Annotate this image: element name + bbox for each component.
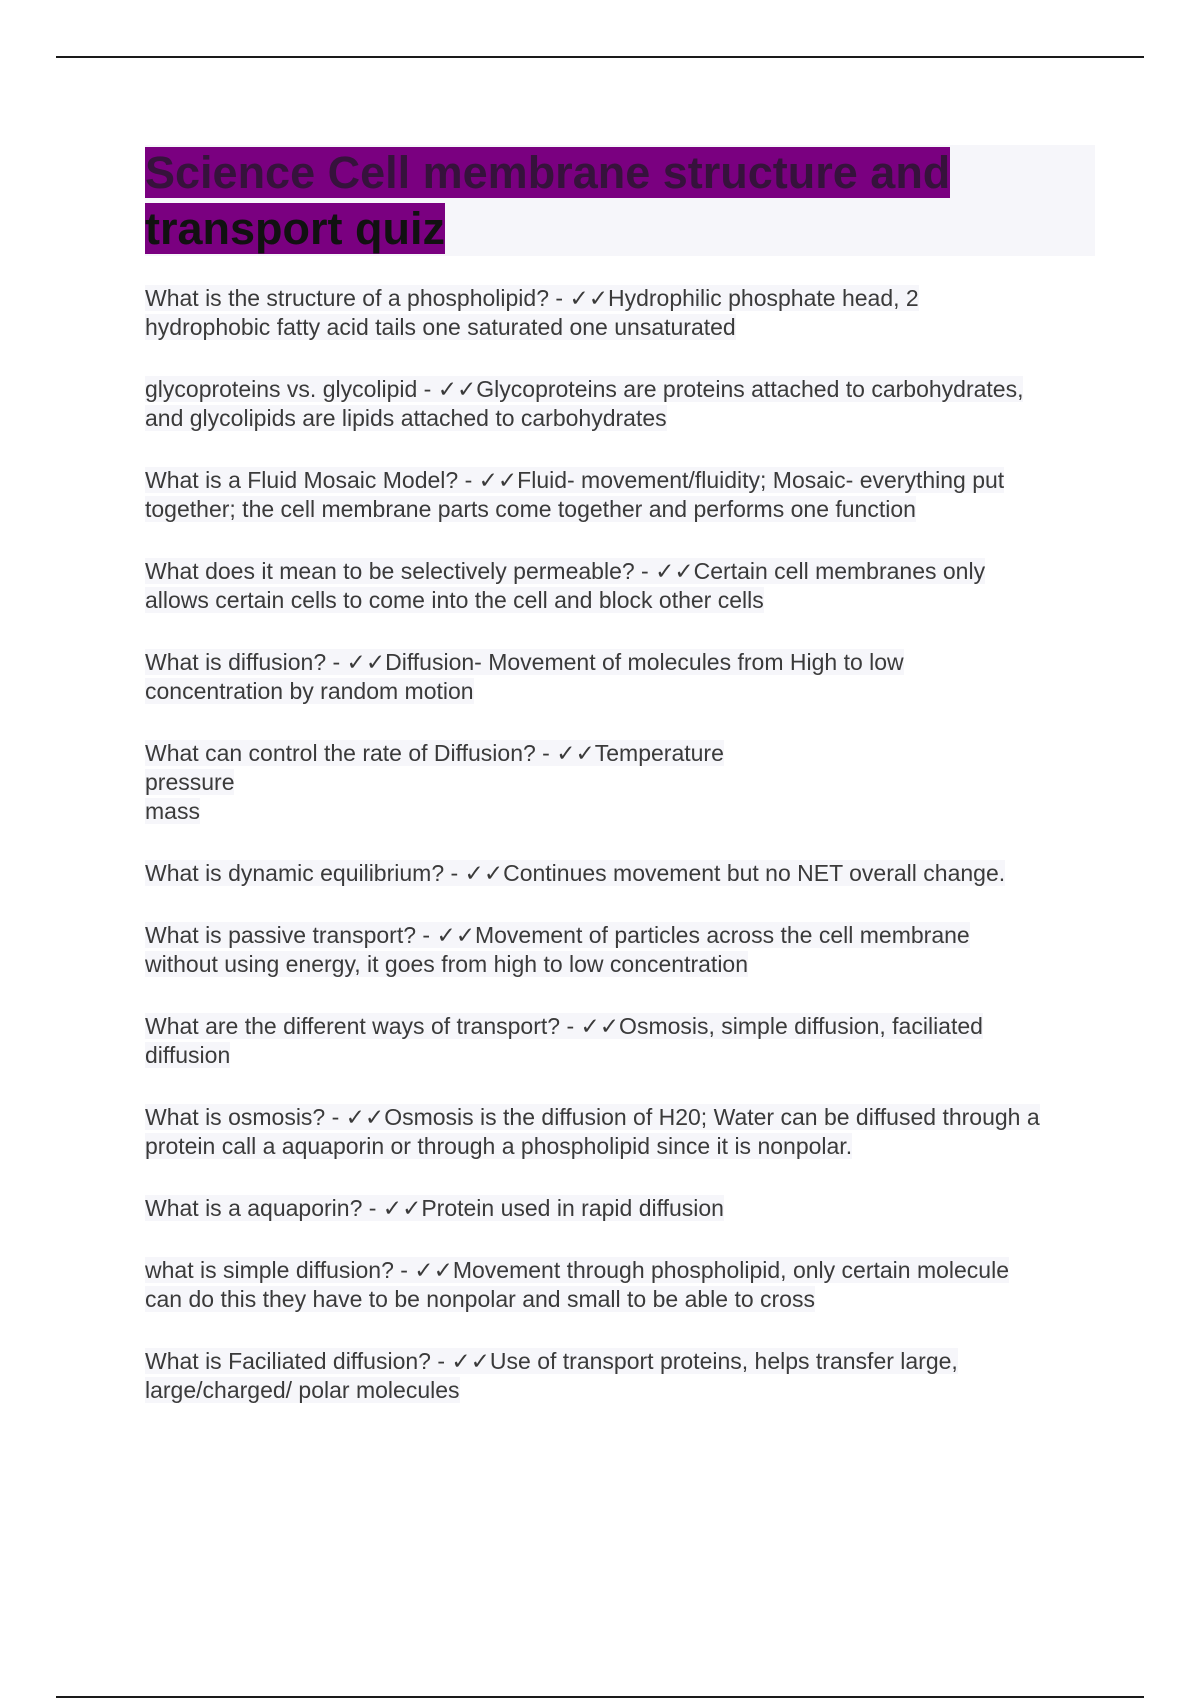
- qa-item: what is simple diffusion? - ✓✓Movement through phospholipid, only certain molecule can do this they have to be nonpolar and small to be able to cross: [145, 1257, 1010, 1312]
- title-block: [145, 145, 1095, 256]
- title-line-1: Science Cell membrane structure and: [145, 147, 951, 198]
- qa-item: What is diffusion? - ✓✓Diffusion- Movement of molecules from High to low concentration by random motion: [145, 649, 904, 704]
- qa-item: What is passive transport? - ✓✓Movement of particles across the cell membrane without using energy, it goes from high to low concentration: [145, 922, 970, 977]
- qa-item: What is dynamic equilibrium? - ✓✓Continues movement but no NET overall change.: [145, 860, 1006, 886]
- qa-item: What is osmosis? - ✓✓Osmosis is the diffusion of H20; Water can be diffused through a protein call a aquaporin or through a phospholipid since it is nonpolar.: [145, 1104, 1040, 1159]
- qa-item: glycoproteins vs. glycolipid - ✓✓Glycoproteins are proteins attached to carbohydrates, and glycolipids are lipids attached to carbohydrates: [145, 376, 1024, 431]
- qa-item: What is Faciliated diffusion? - ✓✓Use of transport proteins, helps transfer large, large/charged/ polar molecules: [145, 1348, 958, 1403]
- qa-item: What does it mean to be selectively permeable? - ✓✓Certain cell membranes only allows certain cells to come into the cell and block other cells: [145, 558, 986, 613]
- bottom-rule: [56, 1696, 1144, 1698]
- qa-item: What is a Fluid Mosaic Model? - ✓✓Fluid- movement/fluidity; Mosaic- everything put together; the cell membrane parts come together and performs one function: [145, 467, 1005, 522]
- qa-item: What is a aquaporin? - ✓✓Protein used in rapid diffusion: [145, 1195, 724, 1221]
- top-rule: [56, 56, 1144, 58]
- qa-item: What can control the rate of Diffusion? - ✓✓Temperature pressure mass: [145, 740, 724, 824]
- qa-item: What is the structure of a phospholipid? - ✓✓Hydrophilic phosphate head, 2 hydrophobic fatty acid tails one saturated one unsaturated: [145, 285, 919, 340]
- document-body: [145, 145, 1095, 1438]
- qa-item: What are the different ways of transport? - ✓✓Osmosis, simple diffusion, faciliated diffusion: [145, 1013, 983, 1068]
- title-line-2: transport quiz: [145, 203, 445, 254]
